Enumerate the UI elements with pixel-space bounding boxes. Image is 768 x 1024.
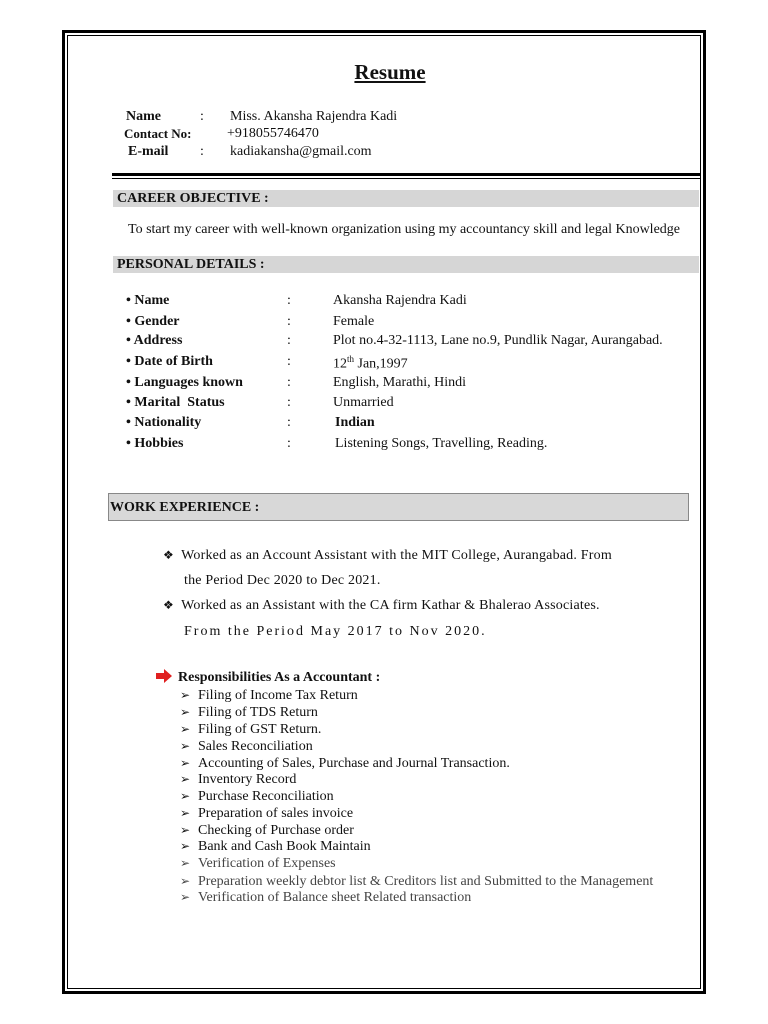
work-item-1-line2: the Period Dec 2020 to Dec 2021. [184, 573, 381, 588]
contact-email-label: E-mail [128, 144, 169, 159]
arrow-bullet-icon: ➢ [180, 789, 191, 803]
personal-row-dob-value: 12th Jan,1997 [333, 354, 408, 372]
list-item: ➢ Filing of GST Return. [180, 722, 322, 737]
list-item: ➢ Purchase Reconciliation [180, 789, 334, 804]
personal-row-nationality-value: Indian [335, 415, 375, 430]
personal-row-gender-colon: : [287, 314, 291, 329]
arrow-bullet-icon: ➢ [180, 839, 191, 853]
contact-email-value: kadiakansha@gmail.com [230, 144, 372, 159]
list-item: ➢ Sales Reconciliation [180, 739, 313, 754]
header-divider-thin [112, 178, 700, 179]
responsibilities-heading: Responsibilities As a Accountant : [178, 670, 381, 685]
arrow-bullet-icon: ➢ [180, 856, 191, 870]
list-item: ➢ Verification of Balance sheet Related transaction [180, 890, 472, 905]
diamond-bullet-icon: ❖ [163, 598, 174, 612]
personal-row-address-value: Plot no.4-32-1113, Lane no.9, Pundlik Nagar, Aurangabad. [333, 333, 663, 348]
contact-name-value: Miss. Akansha Rajendra Kadi [230, 109, 398, 124]
arrow-bullet-icon: ➢ [180, 772, 191, 786]
arrow-bullet-icon: ➢ [180, 705, 191, 719]
arrow-bullet-icon: ➢ [180, 890, 191, 904]
personal-row-hobbies-value: Listening Songs, Travelling, Reading. [335, 436, 548, 451]
career-objective-text: To start my career with well-known organization using my accountancy skill and legal Knowledge [128, 222, 680, 237]
list-item: ➢ Filing of Income Tax Return [180, 688, 358, 703]
list-item: ➢ Checking of Purchase order [180, 823, 354, 838]
personal-row-dob-label: • Date of Birth [126, 354, 213, 369]
contact-name-label: Name [126, 109, 161, 124]
list-item: ➢ Accounting of Sales, Purchase and Journal Transaction. [180, 756, 510, 771]
arrow-bullet-icon: ➢ [180, 806, 191, 820]
personal-row-marital-colon: : [287, 395, 291, 410]
contact-name-colon: : [200, 109, 204, 124]
arrow-bullet-icon: ➢ [180, 688, 191, 702]
list-item: ➢ Filing of TDS Return [180, 705, 318, 720]
list-item: ➢ Verification of Expenses [180, 856, 336, 871]
arrow-bullet-icon: ➢ [180, 722, 191, 736]
work-experience-heading: WORK EXPERIENCE : [108, 493, 689, 521]
personal-row-languages-colon: : [287, 375, 291, 390]
personal-row-gender-label: • Gender [126, 314, 180, 329]
personal-row-dob-colon: : [287, 354, 291, 369]
work-item-2-line1: ❖ Worked as an Assistant with the CA firm Kathar & Bhalerao Associates. [163, 598, 600, 613]
contact-phone-value: +918055746470 [227, 126, 319, 141]
contact-phone-label: Contact No: [124, 126, 192, 141]
arrow-bullet-icon: ➢ [180, 739, 191, 753]
personal-row-address-colon: : [287, 333, 291, 348]
personal-row-nationality-colon: : [287, 415, 291, 430]
personal-row-name-colon: : [287, 293, 291, 308]
list-item: ➢ Bank and Cash Book Maintain [180, 839, 371, 854]
personal-row-hobbies-label: • Hobbies [126, 436, 184, 451]
personal-row-gender-value: Female [333, 314, 375, 329]
arrow-bullet-icon: ➢ [180, 823, 191, 837]
personal-row-languages-label: • Languages known [126, 375, 243, 390]
contact-email-colon: : [200, 144, 204, 159]
pointer-arrow-icon [156, 669, 172, 688]
list-item: ➢ Preparation of sales invoice [180, 806, 354, 821]
personal-row-languages-value: English, Marathi, Hindi [333, 375, 466, 390]
list-item: ➢ Inventory Record [180, 772, 297, 787]
diamond-bullet-icon: ❖ [163, 548, 174, 562]
personal-row-marital-value: Unmarried [333, 395, 394, 410]
personal-row-address-label: • Address [126, 333, 183, 348]
career-objective-heading: CAREER OBJECTIVE : [113, 190, 699, 207]
arrow-bullet-icon: ➢ [180, 874, 191, 888]
personal-row-marital-label: • Marital Status [126, 395, 225, 410]
document-title: Resume [354, 60, 426, 84]
work-item-2-line2: From the Period May 2017 to Nov 2020. [184, 624, 487, 639]
list-item: ➢ Preparation weekly debtor list & Creditors list and Submitted to the Management [180, 874, 654, 889]
header-divider-thick [112, 173, 700, 176]
personal-row-nationality-label: • Nationality [126, 415, 202, 430]
personal-row-hobbies-colon: : [287, 436, 291, 451]
personal-row-name-value: Akansha Rajendra Kadi [333, 293, 467, 308]
personal-details-heading: PERSONAL DETAILS : [113, 256, 699, 273]
work-item-1-line1: ❖ Worked as an Account Assistant with the MIT College, Aurangabad. From [163, 548, 612, 563]
arrow-bullet-icon: ➢ [180, 756, 191, 770]
personal-row-name-label: • Name [126, 293, 170, 308]
